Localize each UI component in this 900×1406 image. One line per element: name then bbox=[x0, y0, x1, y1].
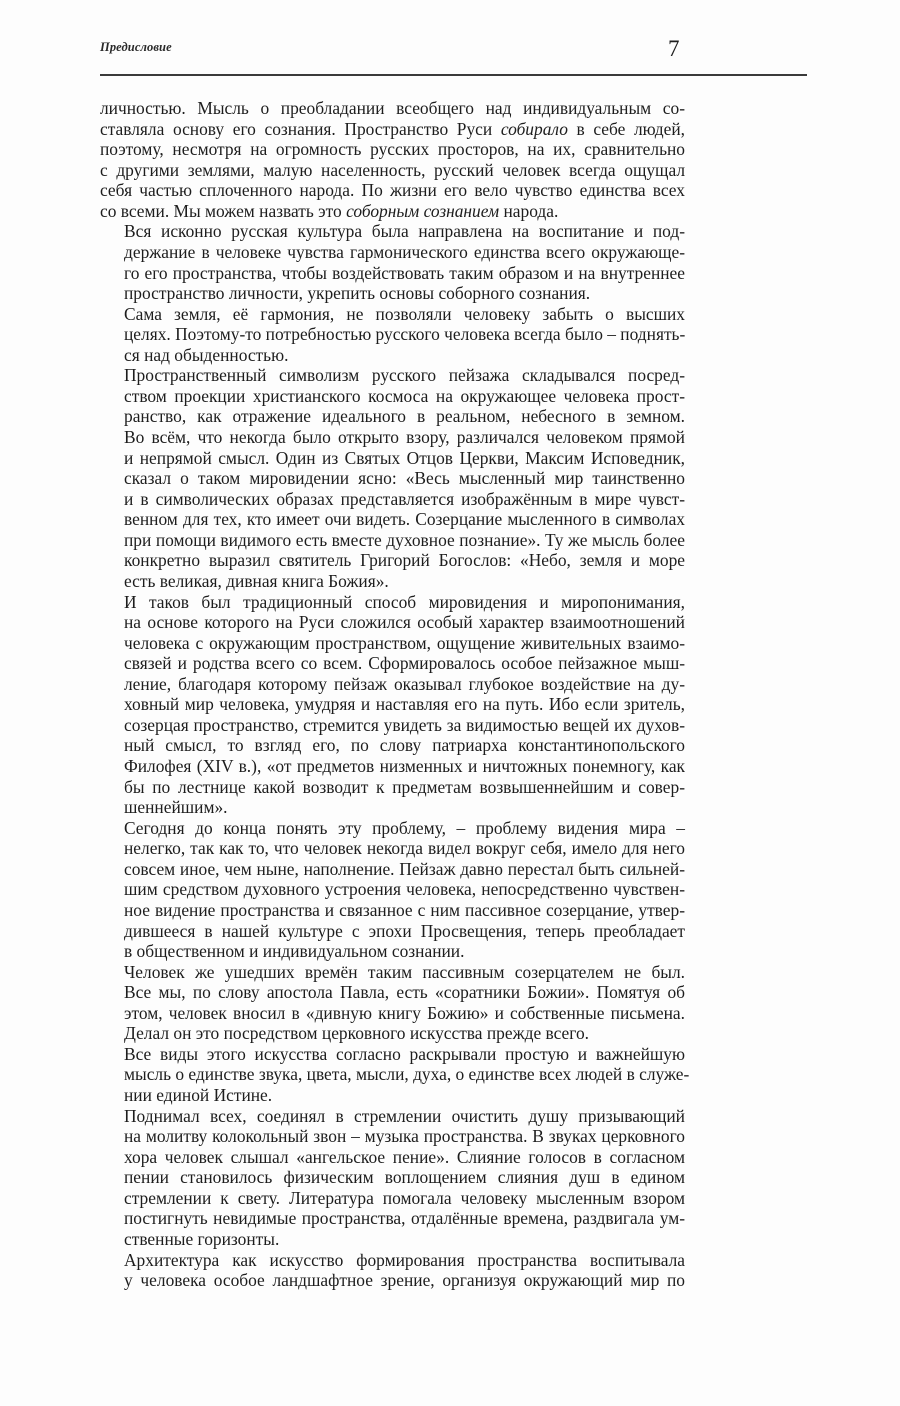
text-line bbox=[100, 448, 685, 469]
text-run: Все виды этого искусства согласно раскрывали простую и важнейшую bbox=[124, 1043, 685, 1064]
running-head-section-title: Предисловие bbox=[100, 40, 172, 54]
text-run: ховный мир человека, умудряя и наставляя его на путь. Ибо если зритель, bbox=[124, 694, 685, 715]
text-run: И таков был традиционный способ мировидения и миропонимания, bbox=[124, 591, 685, 612]
text-run: совсем иное, чем ныне, наполнение. Пейзаж давно перестал быть сильней- bbox=[124, 858, 685, 879]
text-run: народа. bbox=[499, 200, 559, 221]
text-line bbox=[100, 797, 685, 818]
text-run: есть великая, дивная книга Божия». bbox=[124, 570, 389, 591]
text-run: личностью. Мысль о преобладании всеобщего над индивидуальным со- bbox=[100, 98, 685, 118]
text-line bbox=[100, 1270, 685, 1291]
text-run: ранство, как отражение идеального в реальном, небесного в земном. bbox=[124, 406, 685, 427]
paragraph bbox=[100, 1250, 685, 1291]
text-run: конкретно выразил святитель Григорий Богослов: «Небо, земля и море bbox=[124, 550, 685, 571]
text-line bbox=[100, 242, 685, 263]
text-line bbox=[100, 365, 685, 386]
text-run: го его пространства, чтобы воздействовать таким образом и на внутреннее bbox=[124, 262, 685, 283]
text-run: связей и родства всего со всем. Сформировалось особое пейзажное мыш- bbox=[124, 653, 685, 674]
text-run: шеннейшим». bbox=[124, 797, 228, 818]
text-line bbox=[100, 756, 685, 777]
text-run: мысль о единстве звука, цвета, мысли, духа, о единстве всех людей в служе- bbox=[124, 1064, 690, 1085]
text-line bbox=[100, 1085, 685, 1106]
paragraph bbox=[100, 1106, 685, 1250]
text-line bbox=[100, 921, 685, 942]
page-number: 7 bbox=[668, 36, 680, 61]
text-run: Вся исконно русская культура была направлена на воспитание и под- bbox=[124, 221, 685, 242]
text-line bbox=[100, 386, 685, 407]
text-line bbox=[100, 1023, 685, 1044]
text-line bbox=[100, 530, 685, 551]
text-line bbox=[100, 468, 685, 489]
text-run: постигнуть невидимые пространства, отдалённые времена, раздвигала ум- bbox=[124, 1208, 685, 1229]
text-run: бы по лестнице какой возводит к предметам возвышеннейшим и совер- bbox=[124, 776, 685, 797]
text-line bbox=[100, 900, 685, 921]
text-run: с другими землями, малую населенность, русский человек всегда ощущал bbox=[100, 159, 685, 180]
text-line bbox=[100, 674, 685, 695]
text-line bbox=[100, 694, 685, 715]
text-line bbox=[100, 982, 685, 1003]
text-line bbox=[100, 1003, 685, 1024]
text-run: в себе людей, bbox=[567, 118, 686, 139]
text-line bbox=[100, 180, 685, 201]
text-line bbox=[100, 859, 685, 880]
text-run: ством проекции христианского космоса на окружающее человека прост- bbox=[124, 385, 685, 406]
text-run: этом, человек вносил в «дивную книгу Божию» и собственные письмена. bbox=[124, 1002, 685, 1023]
text-run: ление, благодаря которому пейзаж оказывал глубокое воздействие на ду- bbox=[124, 673, 685, 694]
text-run: ный смысл, то взгляд его, по слову патриарха константинопольского bbox=[124, 735, 685, 756]
text-run: Все мы, по слову апостола Павла, есть «соратники Божии». Помятуя об bbox=[124, 982, 685, 1003]
text-line bbox=[100, 1126, 685, 1147]
text-run: ставляла основу его сознания. Пространство Руси bbox=[100, 118, 501, 139]
text-line bbox=[100, 653, 685, 674]
text-line bbox=[100, 1188, 685, 1209]
text-line bbox=[100, 633, 685, 654]
text-run: венном для тех, кто имеет очи видеть. Созерцание мысленного в символах bbox=[124, 509, 685, 530]
text-run: пении становилось физическим воплощением слияния душ в едином bbox=[124, 1167, 685, 1188]
text-line bbox=[100, 571, 685, 592]
emphasized-text: соборным сознанием bbox=[346, 200, 500, 221]
header-rule bbox=[100, 74, 807, 76]
text-line bbox=[100, 509, 685, 530]
text-run: целях. Поэтому-то потребностью русского человека всегда было – поднять- bbox=[124, 324, 686, 345]
text-line bbox=[100, 1250, 685, 1271]
text-run: Во всём, что некогда было открыто взору, различался человеком прямой bbox=[124, 427, 685, 447]
text-line bbox=[100, 119, 685, 140]
text-run: нелегко, так как то, что человек некогда видел вокруг себя, имело для него bbox=[124, 838, 685, 859]
text-run: человека с окружающим пространством, ощущение живительных взаимо- bbox=[124, 632, 685, 653]
text-line bbox=[100, 592, 685, 613]
paragraph bbox=[100, 98, 685, 221]
text-line bbox=[100, 838, 685, 859]
text-line bbox=[100, 1147, 685, 1168]
text-run: и в символических образах представляется изображённым в мире чувст- bbox=[124, 488, 685, 509]
text-run: со всеми. Мы можем назвать это bbox=[100, 200, 347, 221]
text-line bbox=[100, 160, 685, 181]
emphasized-text: собирало bbox=[500, 118, 568, 139]
paragraph bbox=[100, 818, 685, 962]
text-line bbox=[100, 1229, 685, 1250]
text-line bbox=[100, 550, 685, 571]
text-run: Сегодня до конца понять эту проблему, – проблему видения мира – bbox=[124, 817, 685, 838]
body-text bbox=[100, 98, 690, 1291]
text-run: стремлении к свету. Литература помогала человеку мысленным взором bbox=[124, 1187, 685, 1208]
text-run: Архитектура как искусство формирования пространства воспитывала bbox=[124, 1249, 685, 1270]
text-line bbox=[100, 777, 685, 798]
text-run: нии единой Истине. bbox=[124, 1085, 273, 1105]
text-line bbox=[100, 283, 685, 304]
text-run: и непрямой смысл. Один из Святых Отцов Церкви, Максим Исповедник, bbox=[124, 447, 685, 468]
text-run: при помощи видимого есть вместе духовное познание». Ту же мысль более bbox=[124, 529, 685, 550]
text-line bbox=[100, 715, 685, 736]
text-line bbox=[100, 735, 685, 756]
text-line bbox=[100, 221, 685, 242]
text-line bbox=[100, 962, 685, 983]
paragraph bbox=[100, 221, 685, 303]
text-run: себя частью сплоченного народа. По жизни его вело чувство единства всех bbox=[100, 180, 685, 201]
text-line bbox=[100, 1208, 685, 1229]
text-line bbox=[100, 427, 685, 448]
text-line bbox=[100, 941, 685, 962]
paragraph bbox=[100, 962, 685, 1044]
text-run: хора человек слышал «ангельское пение». Слияние голосов в согласном bbox=[124, 1146, 685, 1167]
text-run: созерцая пространство, стремится увидеть за видимостью вещей их духов- bbox=[124, 714, 685, 735]
text-run: Филофея (XIV в.), «от предметов низменных и ничтожных понемногу, как bbox=[124, 756, 685, 776]
text-line bbox=[100, 406, 685, 427]
text-line bbox=[100, 1106, 685, 1127]
text-run: на основе которого на Руси сложился особый характер взаимоотношений bbox=[124, 612, 685, 633]
text-line bbox=[100, 345, 685, 366]
text-run: Пространственный символизм русского пейзажа складывался посред- bbox=[124, 365, 685, 386]
paragraph bbox=[100, 365, 685, 591]
text-run: держание в человеке чувства гармонического единства всего окружающе- bbox=[124, 241, 685, 262]
text-run: сказал о таком мировидении ясно: «Весь мысленный мир таинственно bbox=[124, 468, 685, 489]
text-line bbox=[100, 324, 685, 345]
paragraph bbox=[100, 1043, 690, 1106]
text-run: Человек же ушедших времён таким пассивным созерцателем не был. bbox=[124, 961, 685, 982]
text-run: Делал он это посредством церковного искусства прежде всего. bbox=[124, 1023, 590, 1044]
text-line bbox=[100, 201, 685, 222]
text-run: шим средством духовного устроения человека, непосредственно чувствен- bbox=[124, 879, 685, 900]
text-run: пространство личности, укрепить основы соборного сознания. bbox=[124, 283, 591, 304]
text-line bbox=[100, 1167, 685, 1188]
text-line bbox=[100, 612, 685, 633]
text-line bbox=[100, 98, 685, 119]
text-run: на молитву колокольный звон – музыка пространства. В звуках церковного bbox=[124, 1126, 685, 1147]
text-run: ся над обыденностью. bbox=[124, 344, 289, 365]
text-line bbox=[100, 489, 685, 510]
text-line bbox=[100, 1044, 685, 1065]
text-run: Поднимал всех, соединял в стремлении очистить душу призывающий bbox=[124, 1105, 685, 1126]
text-line bbox=[100, 1064, 690, 1085]
text-line bbox=[100, 818, 685, 839]
paragraph bbox=[100, 592, 685, 818]
text-line bbox=[100, 263, 685, 284]
text-run: Сама земля, её гармония, не позволяли человеку забыть о высших bbox=[124, 303, 685, 324]
text-run: дившееся в нашей культуре с эпохи Просвещения, теперь преобладает bbox=[124, 920, 685, 941]
text-line bbox=[100, 879, 685, 900]
text-line bbox=[100, 139, 685, 160]
text-run: в общественном и индивидуальном сознании. bbox=[124, 941, 465, 962]
text-run: у человека особое ландшафтное зрение, организуя окружающий мир по bbox=[124, 1270, 685, 1291]
text-line bbox=[100, 304, 685, 325]
text-run: ственные горизонты. bbox=[124, 1228, 280, 1249]
text-run: ное видение пространства и связанное с ним пассивное созерцание, утвер- bbox=[124, 899, 685, 920]
text-run: поэтому, несмотря на огромность русских просторов, на их, сравнительно bbox=[100, 139, 685, 160]
paragraph bbox=[100, 304, 685, 366]
